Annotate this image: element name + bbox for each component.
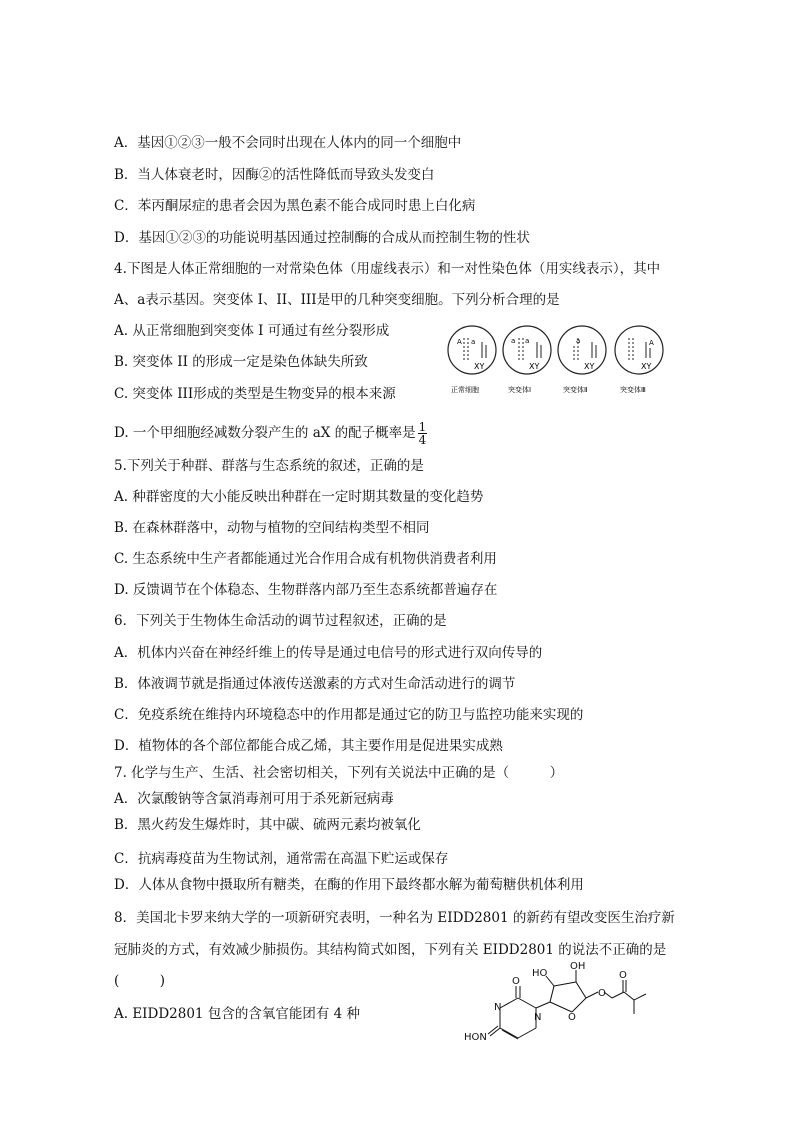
- chromosome-cells-figure: [445, 318, 667, 400]
- cell-label-mutant-2: 突变体Ⅱ: [563, 386, 588, 394]
- struct-label-o-ester: O: [598, 988, 606, 999]
- struct-label-ho: HO: [532, 968, 548, 979]
- q4-option-d: [114, 421, 427, 446]
- gene-label-a: a: [511, 337, 516, 345]
- struct-label-hon: HON: [464, 1032, 487, 1043]
- struct-label-n2: N: [534, 1012, 542, 1023]
- q4-option-a: A. 从正常细胞到突变体 I 可通过有丝分裂形成: [114, 323, 390, 339]
- sex-chrom-label: XY: [641, 362, 652, 371]
- q4-option-d-fraction: [418, 421, 428, 446]
- struct-label-oh: OH: [570, 961, 586, 972]
- q5-stem: 5.下列关于种群、群落与生态系统的叙述，正确的是: [114, 458, 424, 474]
- q6-option-a: A．机体内兴奋在神经纤维上的传导是通过电信号的形式进行双向传导的: [114, 645, 543, 661]
- cell-label-mutant-3: 突变体Ⅲ: [620, 386, 646, 394]
- q4-stem-line1: 4.下图是人体正常细胞的一对常染色体（用虚线表示）和一对性染色体（用实线表示），其中: [114, 261, 661, 277]
- struct-label-o-carbonyl: O: [619, 970, 627, 981]
- struct-label-n1: N: [494, 1002, 502, 1013]
- q5-option-d: D. 反馈调节在个体稳态、生物群落内部乃至生态系统都普遍存在: [114, 582, 498, 598]
- q3-option-d: D．基因①②③的功能说明基因通过控制酶的合成从而控制生物的性状: [114, 230, 530, 246]
- fraction-denominator: 4: [418, 433, 427, 447]
- gene-label-a: a: [576, 337, 581, 345]
- q8-stem-line3: ( ): [114, 973, 166, 989]
- q7-option-b: B．黑火药发生爆炸时，其中碳、硫两元素均被氧化: [114, 817, 421, 833]
- q4-option-b: B. 突变体 II 的形成一定是染色体缺失所致: [114, 354, 368, 370]
- fraction-numerator: 1: [418, 420, 427, 434]
- q4-option-c: C. 突变体 III形成的类型是生物变异的根本来源: [114, 386, 396, 402]
- q6-stem: 6．下列关于生物体生命活动的调节过程叙述，正确的是: [114, 613, 447, 629]
- q3-option-a: A．基因①②③一般不会同时出现在人体内的同一个细胞中: [114, 135, 462, 151]
- q4-option-d-text: D. 一个甲细胞经减数分裂产生的 aX 的配子概率是: [114, 425, 416, 441]
- cell-label-normal: 正常细胞: [451, 386, 479, 394]
- q7-option-a: A．次氯酸钠等含氯消毒剂可用于杀死新冠病毒: [114, 791, 394, 807]
- cell-mutant-1: [503, 326, 551, 394]
- cell-normal: [448, 326, 496, 394]
- cell-mutant-3: [615, 326, 663, 394]
- q4-stem-line2: A、a表示基因。突变体 I、II、III是甲的几种突变细胞。下列分析合理的是: [114, 292, 560, 308]
- sex-chrom-label: XY: [584, 362, 595, 371]
- q8-stem-line2: 冠肺炎的方式，有效减少肺损伤。其结构简式如图，下列有关 EIDD2801 的说法不正确的是: [114, 942, 667, 958]
- q6-option-b: B．体液调节就是指通过体液传送激素的方式对生命活动进行的调节: [114, 676, 516, 692]
- q6-option-c: C．免疫系统在维持内环境稳态中的作用都是通过它的防卫与监控功能来实现的: [114, 707, 584, 723]
- cell-mutant-2: [558, 326, 606, 394]
- q5-option-c: C. 生态系统中生产者都能通过光合作用合成有机物供消费者利用: [114, 551, 497, 567]
- sex-chrom-label: XY: [529, 362, 540, 371]
- q8-stem-line1: 8．美国北卡罗来纳大学的一项新研究表明，一种名为 EIDD2801 的新药有望改变医生治疗新: [114, 910, 675, 926]
- gene-label-A: A: [457, 338, 462, 346]
- q7-option-c: C．抗病毒疫苗为生物试剂，通常需在高温下贮运或保存: [114, 851, 449, 867]
- gene-label-a: a: [471, 338, 476, 346]
- sex-chrom-label: XY: [474, 362, 485, 371]
- struct-label-o-keto: O: [512, 976, 520, 987]
- gene-label-a: a: [525, 337, 530, 345]
- q3-option-c: C．苯丙酮尿症的患者会因为黑色素不能合成同时患上白化病: [114, 198, 476, 214]
- struct-label-o-ring: O: [568, 1012, 576, 1023]
- q8-option-a: A. EIDD2801 包含的含氧官能团有 4 种: [114, 1006, 360, 1022]
- eidd2801-structure-figure: [458, 958, 658, 1050]
- q3-option-b: B．当人体衰老时，因酶②的活性降低而导致头发变白: [114, 167, 435, 183]
- q6-option-d: D．植物体的各个部位都能合成乙烯，其主要作用是促进果实成熟: [114, 738, 503, 754]
- q5-option-b: B. 在森林群落中，动物与植物的空间结构类型不相同: [114, 520, 430, 536]
- q7-stem: 7. 化学与生产、生活、社会密切相关，下列有关说法中正确的是（ ）: [114, 765, 564, 781]
- q7-option-d: D．人体从食物中摄取所有糖类，在酶的作用下最终都水解为葡萄糖供机体利用: [114, 877, 584, 893]
- cell-label-mutant-1: 突变体Ⅰ: [508, 386, 532, 394]
- gene-label-A: A: [649, 339, 654, 347]
- q5-option-a: A. 种群密度的大小能反映出种群在一定时期其数量的变化趋势: [114, 489, 484, 505]
